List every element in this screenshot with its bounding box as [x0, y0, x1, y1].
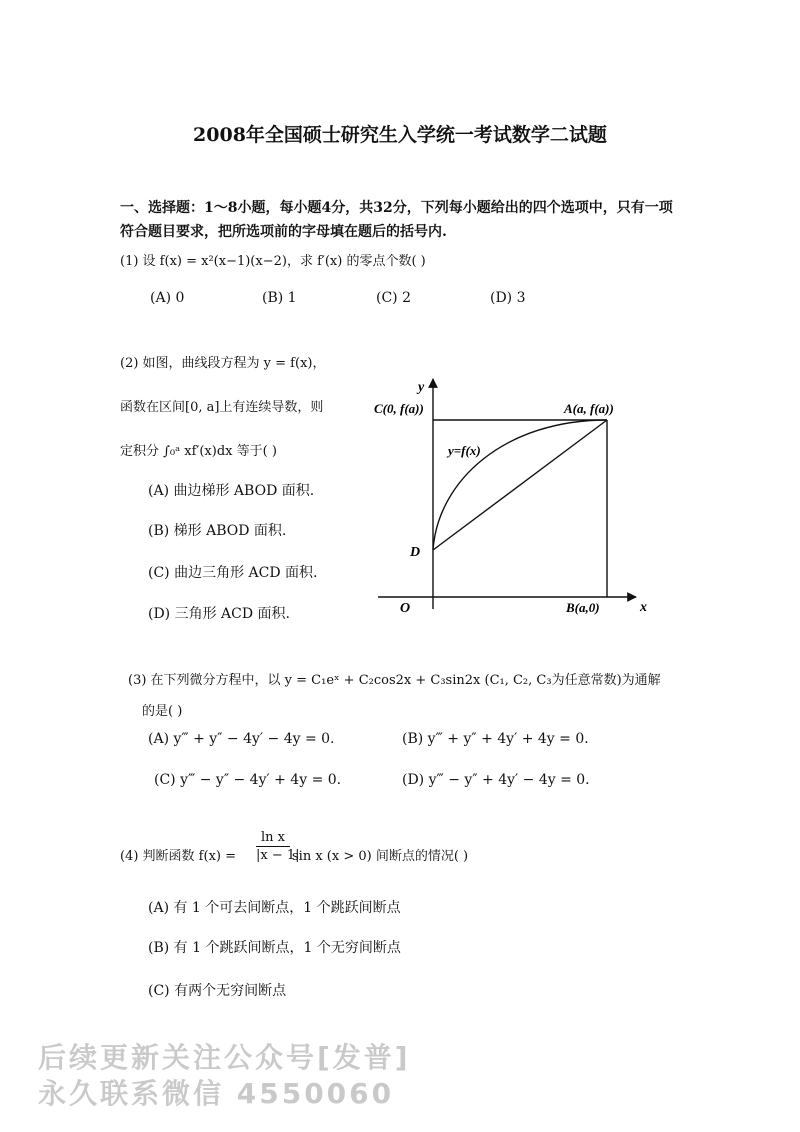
q2-figure-label-x: x [640, 600, 647, 615]
q2-option-b[interactable]: (B) 梯形 ABOD 面积. [148, 523, 287, 539]
q3-option-c[interactable]: (C) y‴ − y″ − 4y′ + 4y = 0. [154, 772, 342, 788]
q1-stem: (1) 设 f(x) = x²(x−1)(x−2)，求 f′(x) 的零点个数( ) [120, 254, 426, 269]
q4-numerator: ln x [256, 830, 290, 847]
q4-option-b[interactable]: (B) 有 1 个跳跃间断点，1 个无穷间断点 [148, 940, 401, 956]
q3-option-d[interactable]: (D) y‴ − y″ + 4y′ − 4y = 0. [402, 772, 590, 788]
q1-option-a[interactable]: (A) 0 [150, 290, 185, 306]
q2-option-d[interactable]: (D) 三角形 ACD 面积. [148, 606, 290, 622]
q2-figure-label-curve: y=f(x) [448, 443, 481, 458]
q2-option-a[interactable]: (A) 曲边梯形 ABOD 面积. [148, 483, 315, 499]
q2-figure-label-d: D [410, 545, 421, 560]
q2-figure-label-a: A(a, f(a)) [564, 401, 614, 416]
q1-option-b[interactable]: (B) 1 [262, 290, 297, 306]
q4-denominator: |x − 1| [256, 848, 300, 863]
q2-figure-chord-da [433, 420, 607, 550]
q4-prefix: (4) 判断函数 f(x) = [120, 849, 236, 864]
q4-option-a[interactable]: (A) 有 1 个可去间断点，1 个跳跃间断点 [148, 900, 401, 916]
q4-suffix: sin x (x > 0) 间断点的情况( ) [292, 849, 469, 864]
section-instructions-line1: 一、选择题：1～8小题，每小题4分，共32分，下列每小题给出的四个选项中，只有一项 [120, 200, 673, 216]
q2-figure-label-b: B(a,0) [566, 600, 600, 615]
q2-figure-label-c: C(0, f(a)) [374, 401, 424, 416]
q2-figure-label-o: O [400, 601, 411, 616]
q1-option-c[interactable]: (C) 2 [376, 290, 411, 306]
q2-line3: 定积分 ∫₀ᵃ xf′(x)dx 等于( ) [120, 444, 277, 459]
q3-line2: 的是( ) [142, 704, 183, 719]
q4-fraction [256, 830, 300, 863]
q2-figure-label-y: y [418, 380, 425, 395]
q1-option-d[interactable]: (D) 3 [490, 290, 526, 306]
watermark-line1: 后续更新关注公众号[发普] [38, 1041, 411, 1074]
q2-line1: (2) 如图，曲线段方程为 y = f(x)， [120, 356, 326, 371]
q2-option-c[interactable]: (C) 曲边三角形 ACD 面积. [148, 565, 318, 581]
q3-option-a[interactable]: (A) y‴ + y″ − 4y′ − 4y = 0. [148, 731, 335, 747]
page-title: 2008年全国硕士研究生入学统一考试数学二试题 [193, 124, 607, 146]
q4-option-c[interactable]: (C) 有两个无穷间断点 [148, 983, 287, 999]
watermark-line2: 永久联系微信 4550060 [38, 1077, 395, 1110]
q3-line1: (3) 在下列微分方程中，以 y = C₁eˣ + C₂cos2x + C₃sin2x (C₁, C₂, C₃为任意常数)为通解 [128, 673, 661, 688]
section-instructions-line2: 符合题目要求，把所选项前的字母填在题后的括号内. [120, 224, 447, 240]
q3-option-b[interactable]: (B) y‴ + y″ + 4y′ + 4y = 0. [402, 731, 589, 747]
q2-line2: 函数在区间[0, a]上有连续导数，则 [120, 400, 324, 415]
q2-figure [360, 365, 680, 625]
